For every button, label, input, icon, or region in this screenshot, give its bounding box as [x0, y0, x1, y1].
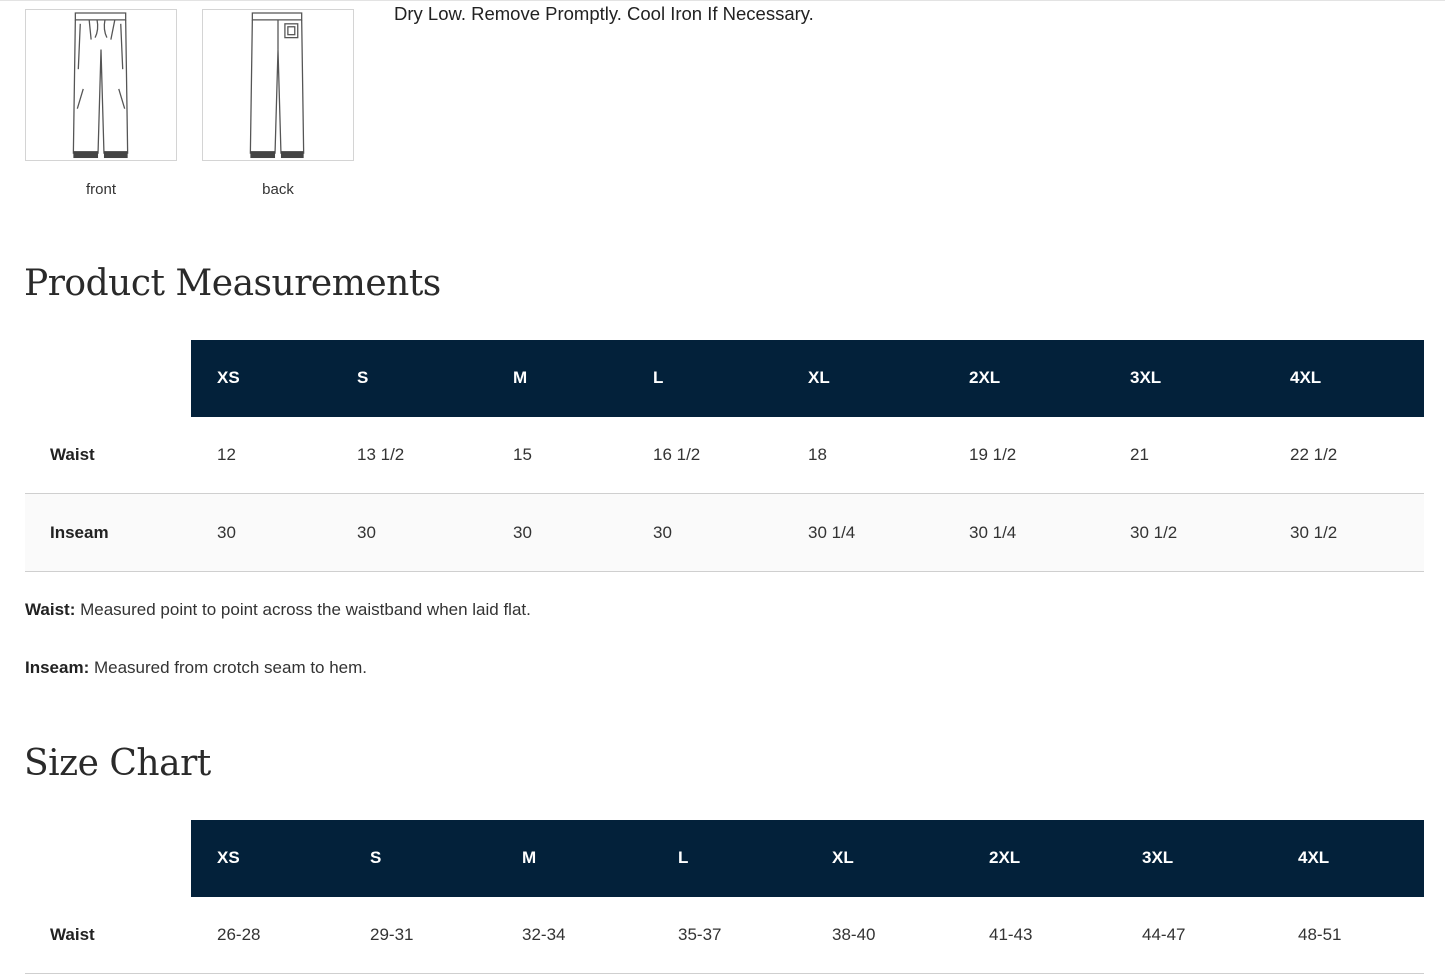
- size-chart-header-4xl: 4XL: [1298, 848, 1330, 867]
- inseam-value-s: 30: [357, 523, 376, 542]
- care-instructions: Dry Low. Remove Promptly. Cool Iron If Necessary.: [394, 3, 814, 24]
- pants-back-icon: [203, 10, 353, 160]
- inseam-value-xl: 30 1/4: [808, 523, 856, 542]
- inseam-value-xs: 30: [217, 523, 236, 542]
- size-waist-value-xs: 26-28: [217, 925, 261, 944]
- front-view-thumbnail[interactable]: [25, 9, 177, 161]
- size-chart-header-3xl: 3XL: [1142, 848, 1174, 867]
- waist-value-l: 16 1/2: [653, 445, 701, 464]
- measurements-header-xs: XS: [217, 368, 240, 387]
- measurements-header-xl: XL: [808, 368, 830, 387]
- size-waist-value-3xl: 44-47: [1142, 925, 1186, 944]
- inseam-value-4xl: 30 1/2: [1290, 523, 1338, 542]
- size-chart-header-l: L: [678, 848, 689, 867]
- pants-front-icon: [26, 10, 176, 160]
- size-chart-header-xl: XL: [832, 848, 854, 867]
- measurements-header-m: M: [513, 368, 528, 387]
- waist-note-term: Waist:: [25, 600, 76, 619]
- row-divider: [25, 571, 1424, 572]
- waist-note-text: Measured point to point across the waistband when laid flat.: [75, 600, 531, 619]
- row-divider: [25, 973, 1424, 974]
- inseam-value-3xl: 30 1/2: [1130, 523, 1178, 542]
- measurements-header-s: S: [357, 368, 369, 387]
- measurements-title: Product Measurements: [24, 263, 441, 304]
- measurements-header-3xl: 3XL: [1130, 368, 1162, 387]
- size-waist-value-m: 32-34: [522, 925, 566, 944]
- waist-value-xl: 18: [808, 445, 827, 464]
- size-chart-header-2xl: 2XL: [989, 848, 1021, 867]
- size-waist-value-2xl: 41-43: [989, 925, 1033, 944]
- waist-value-s: 13 1/2: [357, 445, 405, 464]
- size-chart-header-s: S: [370, 848, 382, 867]
- size-chart-header-xs: XS: [217, 848, 240, 867]
- inseam-value-2xl: 30 1/4: [969, 523, 1017, 542]
- waist-value-3xl: 21: [1130, 445, 1149, 464]
- back-caption: back: [262, 181, 294, 198]
- waist-value-2xl: 19 1/2: [969, 445, 1017, 464]
- inseam-value-m: 30: [513, 523, 532, 542]
- size-waist-value-4xl: 48-51: [1298, 925, 1342, 944]
- size-waist-row-label: Waist: [50, 925, 95, 944]
- front-caption: front: [85, 181, 116, 198]
- top-divider: [0, 0, 1445, 1]
- waist-value-m: 15: [513, 445, 532, 464]
- measurements-header-2xl: 2XL: [969, 368, 1001, 387]
- inseam-note-text: Measured from crotch seam to hem.: [89, 658, 368, 677]
- inseam-value-l: 30: [653, 523, 672, 542]
- measurements-header-4xl: 4XL: [1290, 368, 1322, 387]
- inseam-note-term: Inseam:: [25, 658, 90, 677]
- size-chart-title: Size Chart: [24, 743, 211, 784]
- waist-value-xs: 12: [217, 445, 236, 464]
- size-chart-header-m: M: [522, 848, 537, 867]
- inseam-note: [25, 658, 367, 678]
- inseam-row-label: Inseam: [50, 523, 109, 542]
- size-waist-value-l: 35-37: [678, 925, 722, 944]
- measurements-header-l: L: [653, 368, 664, 387]
- size-waist-value-xl: 38-40: [832, 925, 876, 944]
- size-waist-value-s: 29-31: [370, 925, 414, 944]
- back-view-thumbnail[interactable]: [202, 9, 354, 161]
- waist-row-label: Waist: [50, 445, 95, 464]
- waist-value-4xl: 22 1/2: [1290, 445, 1338, 464]
- waist-note: [25, 600, 531, 620]
